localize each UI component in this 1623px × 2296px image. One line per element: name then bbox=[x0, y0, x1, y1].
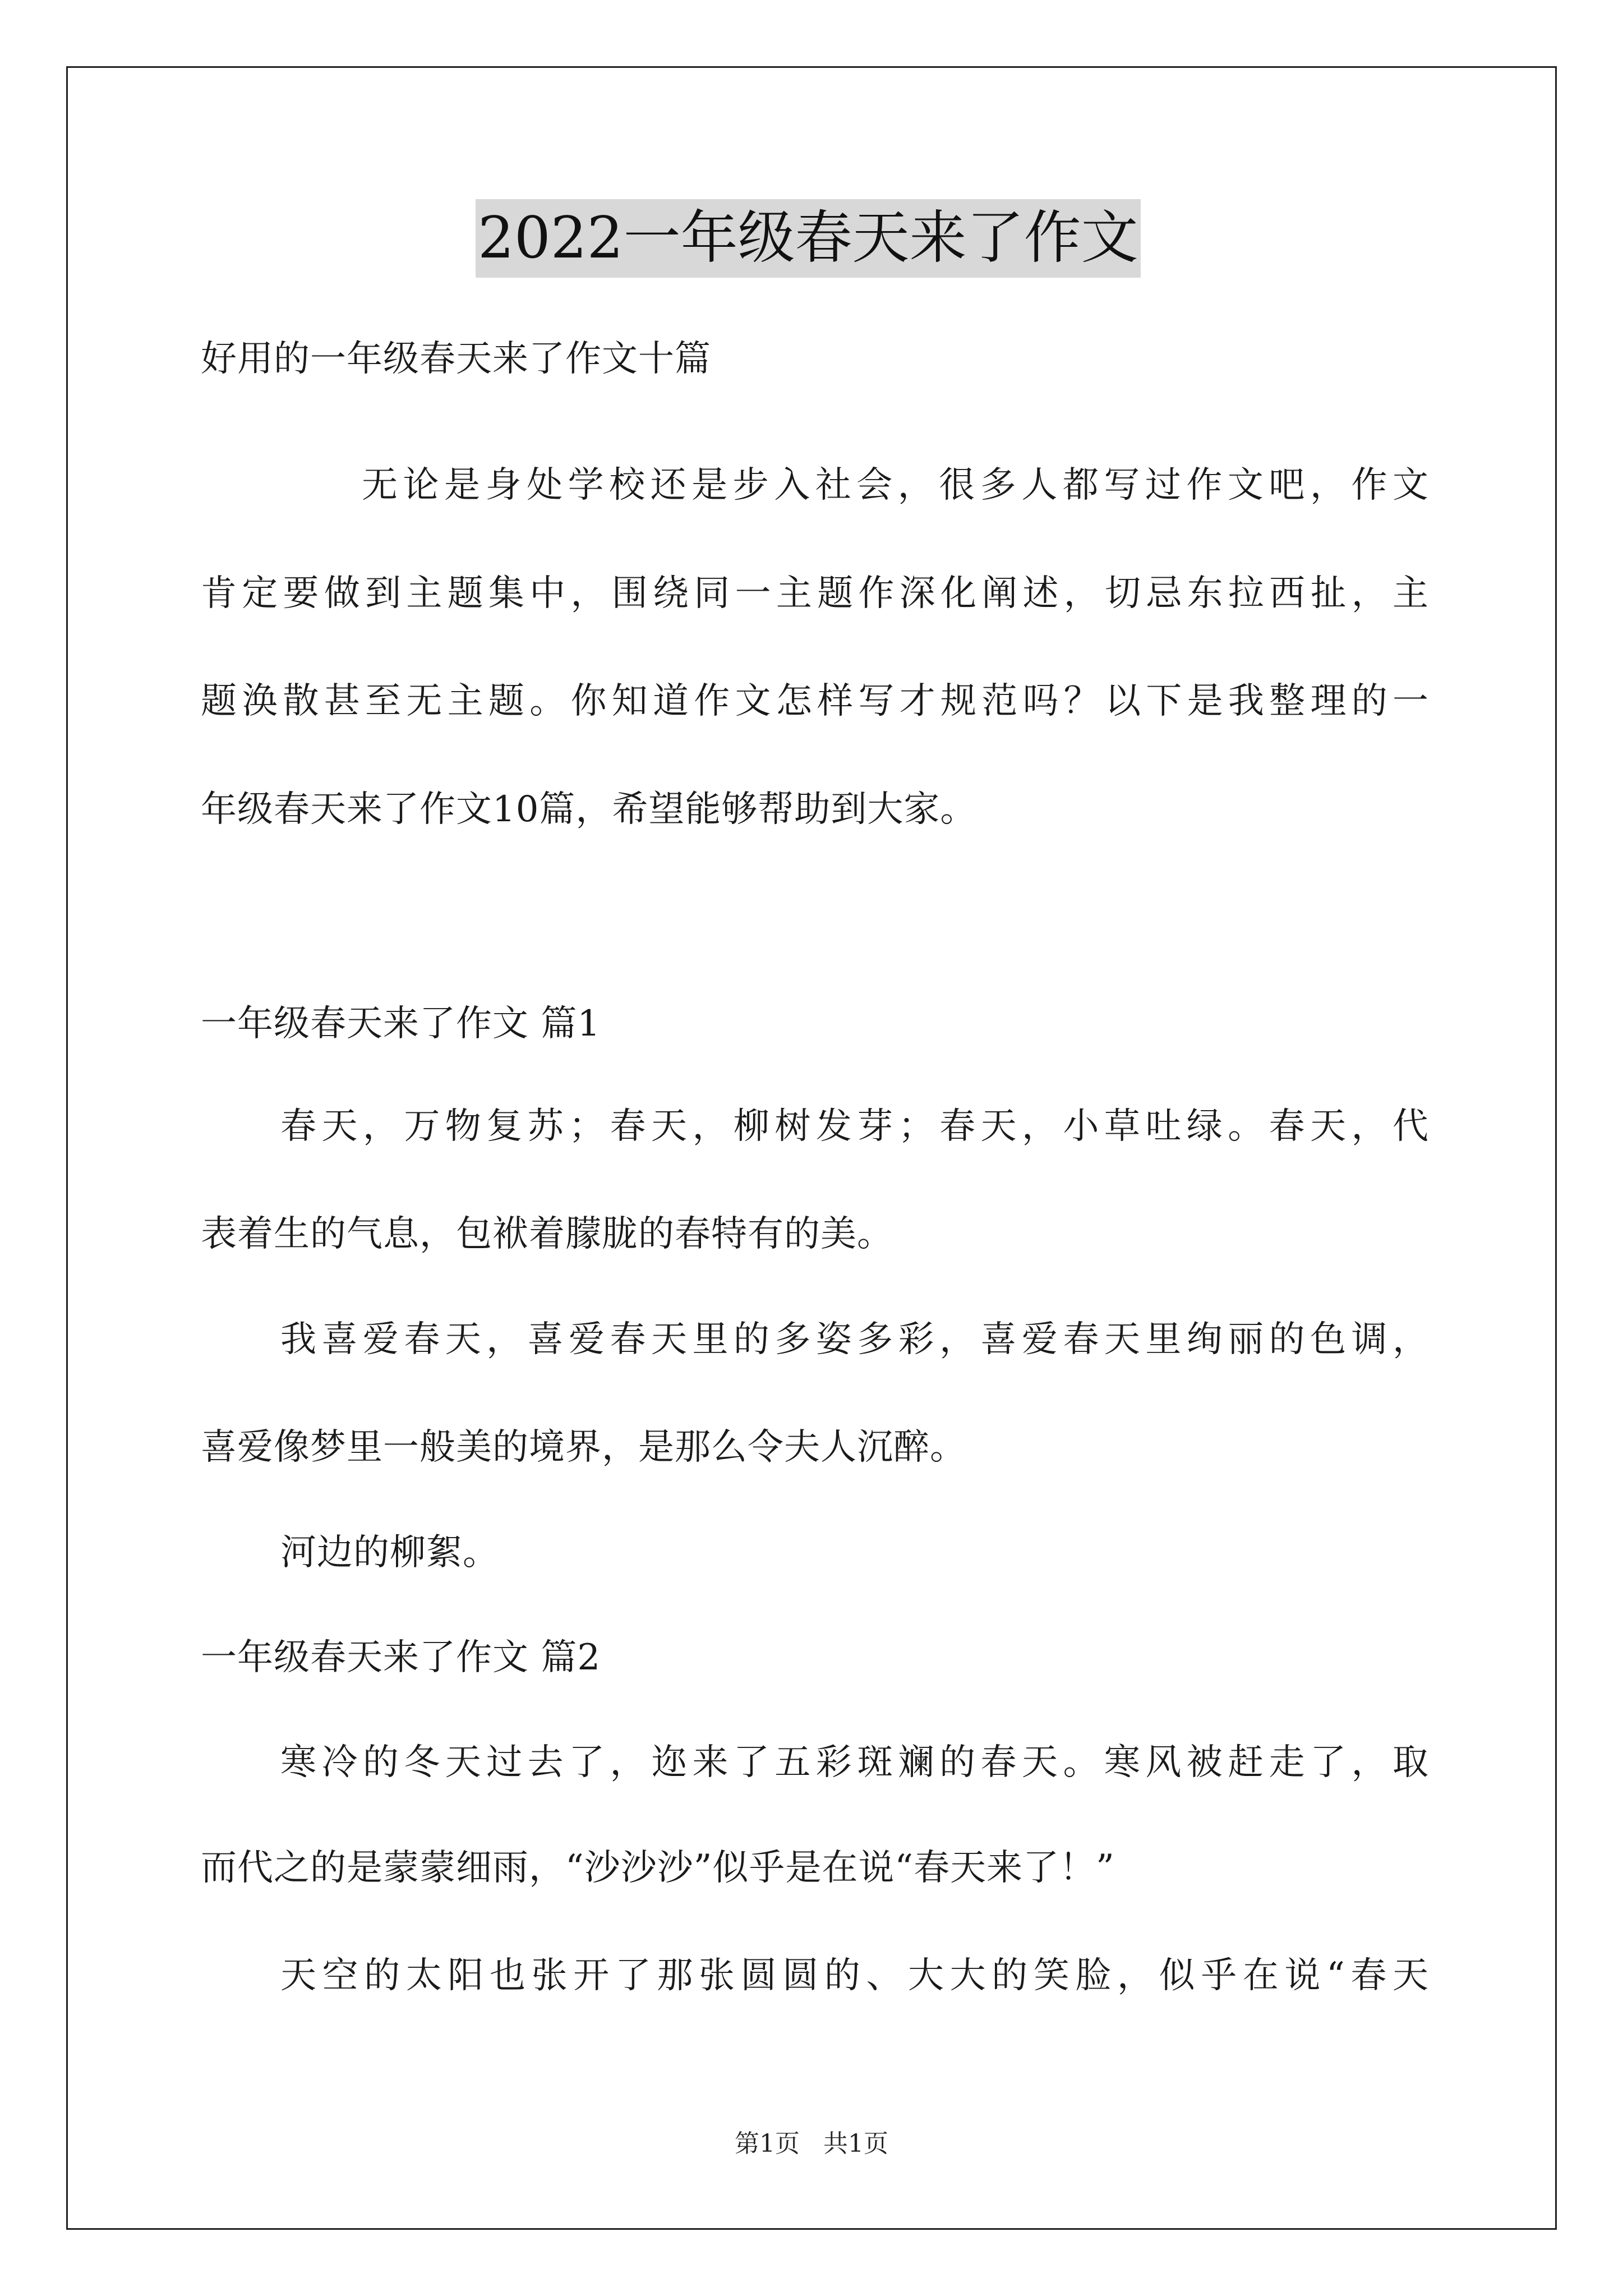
section2-para2-line1: 天空的太阳也张开了那张圆圆的、大大的笑脸，似乎在说“春天 bbox=[280, 1955, 1429, 1996]
page-footer: 第1页 共1页 bbox=[735, 2129, 888, 2158]
section1-para2-line1: 我喜爱春天，喜爱春天里的多姿多彩，喜爱春天里绚丽的色调， bbox=[280, 1319, 1429, 1360]
section2-para1-line1: 寒冷的冬天过去了，迩来了五彩斑斓的春天。寒风被赶走了，取 bbox=[280, 1742, 1429, 1783]
section1-para2-line2: 喜爱像梦里一般美的境界，是那么令夫人沉醉。 bbox=[201, 1427, 966, 1468]
intro-line-3: 题涣散甚至无主题。你知道作文怎样写才规范吗？以下是我整理的一 bbox=[201, 680, 1429, 722]
intro-line-2: 肯定要做到主题集中，围绕同一主题作深化阐述，切忌东拉西扯，主 bbox=[201, 573, 1429, 614]
section1-para1-line2: 表着生的气息，包袱着朦胧的春特有的美。 bbox=[201, 1213, 893, 1255]
intro-line-1: 无论是身处学校还是步入社会，很多人都写过作文吧，作文 bbox=[362, 464, 1429, 506]
section1-para3: 河边的柳絮。 bbox=[280, 1532, 499, 1573]
document-title: 2022一年级春天来了作文 bbox=[476, 199, 1141, 278]
section-heading-2: 一年级春天来了作文 篇2 bbox=[201, 1637, 601, 1678]
intro-line-4: 年级春天来了作文10篇，希望能够帮助到大家。 bbox=[201, 789, 977, 830]
section1-para1-line1: 春天，万物复苏；春天，柳树发芽；春天，小草吐绿。春天，代 bbox=[280, 1106, 1429, 1147]
document-subtitle: 好用的一年级春天来了作文十篇 bbox=[201, 338, 711, 380]
section-heading-1: 一年级春天来了作文 篇1 bbox=[201, 1003, 601, 1045]
section2-para1-line2: 而代之的是蒙蒙细雨，“沙沙沙”似乎是在说“春天来了！” bbox=[201, 1847, 1115, 1889]
